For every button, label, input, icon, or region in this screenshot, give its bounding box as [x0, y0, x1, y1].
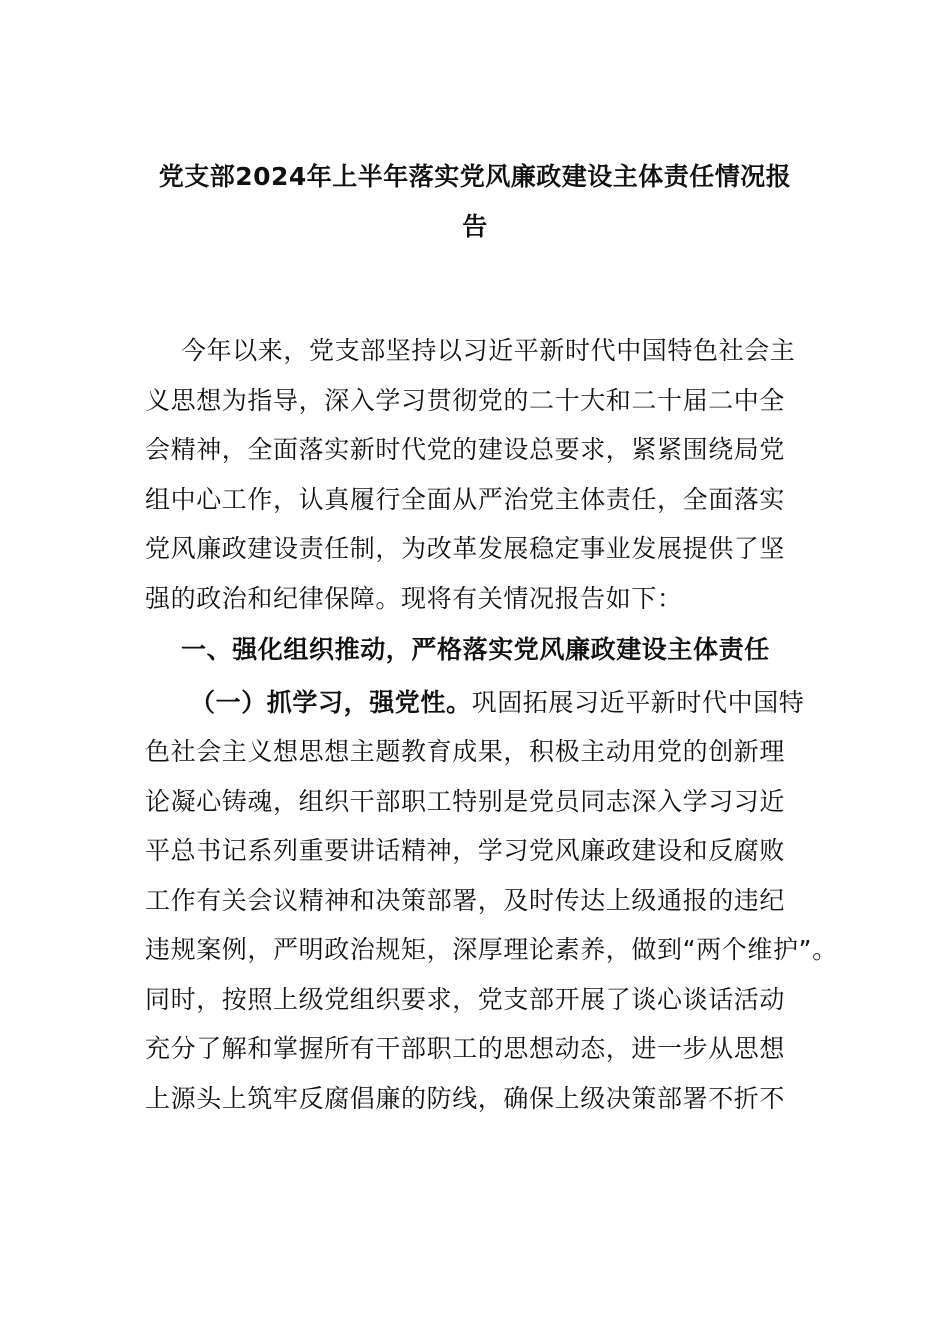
subsection-heading: （一）抓学习，强党性。: [190, 687, 472, 717]
subsection-line: 违规案例，严明政治规矩，深厚理论素养，做到“两个维护”。: [145, 935, 838, 964]
subsection-line: 色社会主义想思想主题教育成果，积极主动用党的创新理: [145, 737, 786, 766]
intro-line: 组中心工作，认真履行全面从严治党主体责任，全面落实: [145, 484, 786, 514]
subsection-first-line: [145, 678, 825, 728]
subsection-line: 平总书记系列重要讲话精神，学习党风廉政建设和反腐败: [145, 836, 786, 865]
subsection-first-line-text: 巩固拓展习近平新时代中国特: [471, 687, 805, 717]
intro-line: 党风廉政建设责任制，为改革发展稳定事业发展提供了坚: [145, 534, 786, 563]
intro-line: 义思想为指导，深入学习贯彻党的二十大和二十届二中全: [145, 385, 786, 415]
section-heading: 一、强化组织推动，严格落实党风廉政建设主体责任: [181, 635, 770, 664]
document-body: [145, 326, 838, 1123]
subsection-line: 同时，按照上级党组织要求，党支部开展了谈心谈话活动: [145, 984, 786, 1014]
subsection-line: 论凝心铸魂，组织干部职工特别是党员同志深入学习习近: [145, 786, 786, 816]
subsection-line: 充分了解和掌握所有干部职工的思想动态，进一步从思想: [145, 1034, 786, 1063]
title-line-1: 党支部2024年上半年落实党风廉政建设主体责任情况报: [158, 162, 792, 191]
intro-line: 强的政治和纪律保障。现将有关情况报告如下：: [145, 583, 683, 613]
subsection-line: 工作有关会议精神和决策部署，及时传达上级通报的违纪: [145, 885, 786, 915]
intro-line: 会精神，全面落实新时代党的建设总要求，紧紧围绕局党: [145, 435, 786, 464]
document-title: [145, 152, 805, 252]
title-line-2: 告: [462, 212, 488, 241]
subsection-line: 上源头上筑牢反腐倡廉的防线，确保上级决策部署不折不: [145, 1083, 786, 1113]
intro-line: 今年以来，党支部坚持以习近平新时代中国特色社会主: [181, 336, 796, 365]
